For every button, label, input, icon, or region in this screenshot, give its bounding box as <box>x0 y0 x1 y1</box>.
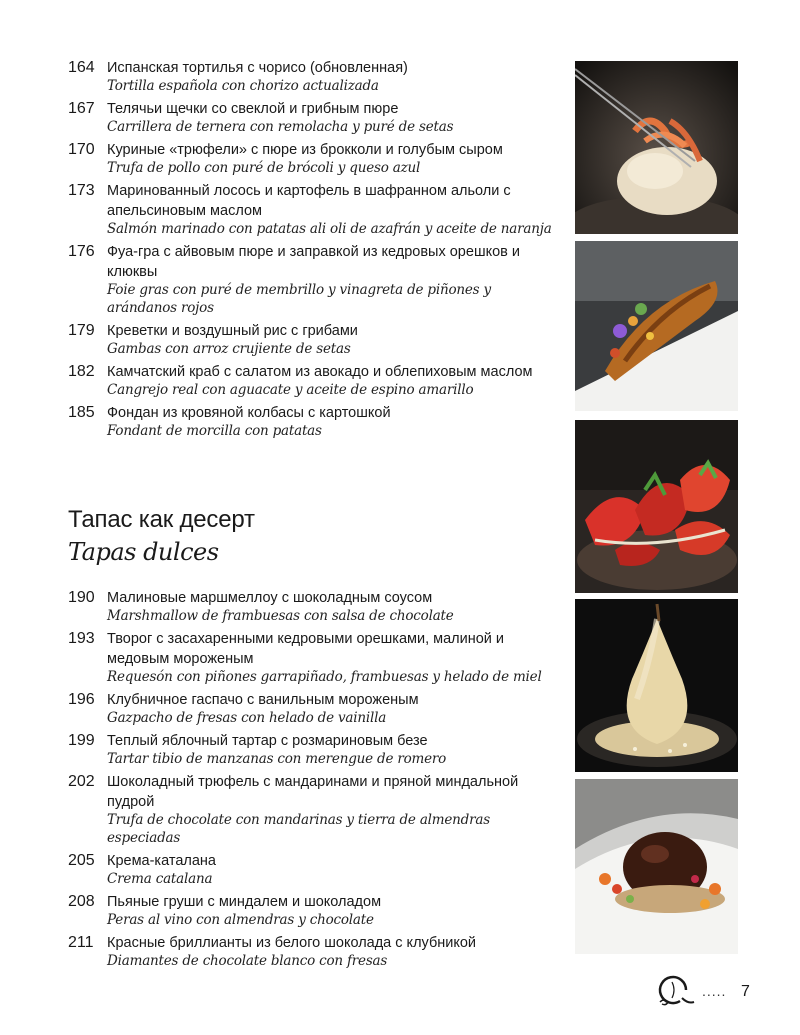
dish-text <box>107 403 558 440</box>
dish-name-russian: Фуа-гра с айвовым пюре и заправкой из кедровых орешков и клюквы <box>107 244 520 280</box>
dish-text <box>107 362 558 399</box>
menu-item <box>68 772 558 847</box>
menu-item <box>68 933 558 970</box>
dish-name-spanish: Trufa de pollo con puré de brócoli y queso azul <box>107 160 421 176</box>
dish-text <box>107 851 558 888</box>
photo-chocolate-truffle <box>575 779 738 954</box>
page-number: 7 <box>741 983 750 1000</box>
dish-name-russian: Маринованный лосось и картофель в шафранном альоли с апельсиновым маслом <box>107 183 511 219</box>
page-ref-number: 190 <box>68 589 95 606</box>
dish-text <box>107 99 558 136</box>
menu-item <box>68 181 558 238</box>
dish-name-russian: Клубничное гаспачо с ванильным мороженым <box>107 692 419 708</box>
publisher-logo <box>652 972 702 1008</box>
dish-name-russian: Теплый яблочный тартар с розмариновым безе <box>107 733 428 749</box>
dish-name-russian: Пьяные груши с миндалем и шоколадом <box>107 894 382 910</box>
page-ref-number: 196 <box>68 691 95 708</box>
dish-name-spanish: Gazpacho de fresas con helado de vainilla <box>107 710 387 726</box>
page-ref-number: 170 <box>68 141 95 158</box>
page-ref-number: 176 <box>68 243 95 260</box>
dish-text <box>107 772 558 847</box>
dish-name-russian: Креветки и воздушный рис с грибами <box>107 323 358 339</box>
section-title-spanish: Tapas dulces <box>68 538 219 566</box>
dish-text <box>107 731 558 768</box>
menu-item <box>68 588 558 625</box>
dish-name-spanish: Peras al vino con almendras y chocolate <box>107 912 374 928</box>
photo-shrimp-dish <box>575 61 738 234</box>
photo-foie-gras-dish <box>575 241 738 411</box>
dish-name-russian: Шоколадный трюфель с мандаринами и пряной миндальной пудрой <box>107 774 519 810</box>
dish-name-spanish: Tortilla española con chorizo actualizada <box>107 78 379 94</box>
menu-list-desserts <box>68 588 558 974</box>
dish-name-russian: Крема-каталана <box>107 853 216 869</box>
menu-item <box>68 242 558 317</box>
dish-name-spanish: Fondant de morcilla con patatas <box>107 423 322 439</box>
dish-text <box>107 588 558 625</box>
page-ref-number: 164 <box>68 59 95 76</box>
dish-text <box>107 140 558 177</box>
menu-item <box>68 58 558 95</box>
dish-name-russian: Телячьи щечки со свеклой и грибным пюре <box>107 101 399 117</box>
menu-item <box>68 629 558 686</box>
footer-dots: ..... <box>702 983 727 999</box>
page-ref-number: 202 <box>68 773 95 790</box>
page-ref-number: 193 <box>68 630 95 647</box>
photo-strawberry-gazpacho <box>575 420 738 593</box>
dish-name-spanish: Crema catalana <box>107 871 213 887</box>
dish-text <box>107 933 558 970</box>
dish-text <box>107 321 558 358</box>
dish-name-spanish: Tartar tibio de manzanas con merengue de romero <box>107 751 447 767</box>
menu-item <box>68 321 558 358</box>
dish-text <box>107 892 558 929</box>
dish-name-spanish: Cangrejo real con aguacate y aceite de espino amarillo <box>107 382 474 398</box>
dish-name-spanish: Marshmallow de frambuesas con salsa de chocolate <box>107 608 454 624</box>
dish-name-russian: Творог с засахаренными кедровыми орешками, малиной и медовым мороженым <box>107 631 505 667</box>
menu-list-savory <box>68 58 558 444</box>
page-ref-number: 199 <box>68 732 95 749</box>
dish-text <box>107 58 558 95</box>
dish-text <box>107 690 558 727</box>
dish-name-spanish: Trufa de chocolate con mandarinas y tierra de almendras especiadas <box>107 812 490 846</box>
dish-name-spanish: Foie gras con puré de membrillo y vinagreta de piñones y arándanos rojos <box>107 282 491 316</box>
page-ref-number: 208 <box>68 893 95 910</box>
page-ref-number: 179 <box>68 322 95 339</box>
dish-name-spanish: Diamantes de chocolate blanco con fresas <box>107 953 388 969</box>
dish-name-russian: Красные бриллианты из белого шоколада с клубникой <box>107 935 477 951</box>
menu-item <box>68 690 558 727</box>
dish-name-russian: Испанская тортилья с чорисо (обновленная) <box>107 60 408 76</box>
dish-name-russian: Куриные «трюфели» с пюре из брокколи и голубым сыром <box>107 142 503 158</box>
dish-name-spanish: Gambas con arroz crujiente de setas <box>107 341 351 357</box>
dish-text <box>107 242 558 317</box>
dish-name-spanish: Carrillera de ternera con remolacha y puré de setas <box>107 119 454 135</box>
dish-name-spanish: Requesón con piñones garrapiñado, frambuesas y helado de miel <box>107 669 542 685</box>
page-ref-number: 173 <box>68 182 95 199</box>
photo-pear-dessert <box>575 599 738 772</box>
dish-name-russian: Фондан из кровяной колбасы с картошкой <box>107 405 391 421</box>
dish-name-russian: Малиновые маршмеллоу с шоколадным соусом <box>107 590 433 606</box>
menu-item <box>68 851 558 888</box>
menu-item <box>68 403 558 440</box>
menu-item <box>68 892 558 929</box>
dish-name-russian: Камчатский краб с салатом из авокадо и облепиховым маслом <box>107 364 533 380</box>
dish-text <box>107 181 558 238</box>
page-ref-number: 205 <box>68 852 95 869</box>
menu-item <box>68 731 558 768</box>
menu-item <box>68 362 558 399</box>
page-ref-number: 182 <box>68 363 95 380</box>
page-ref-number: 211 <box>68 934 94 951</box>
dish-text <box>107 629 558 686</box>
section-title: Тапас как десерт <box>68 506 255 533</box>
menu-item <box>68 140 558 177</box>
dish-name-spanish: Salmón marinado con patatas ali oli de azafrán y aceite de naranja <box>107 221 552 237</box>
page-ref-number: 185 <box>68 404 95 421</box>
menu-item <box>68 99 558 136</box>
page-ref-number: 167 <box>68 100 95 117</box>
